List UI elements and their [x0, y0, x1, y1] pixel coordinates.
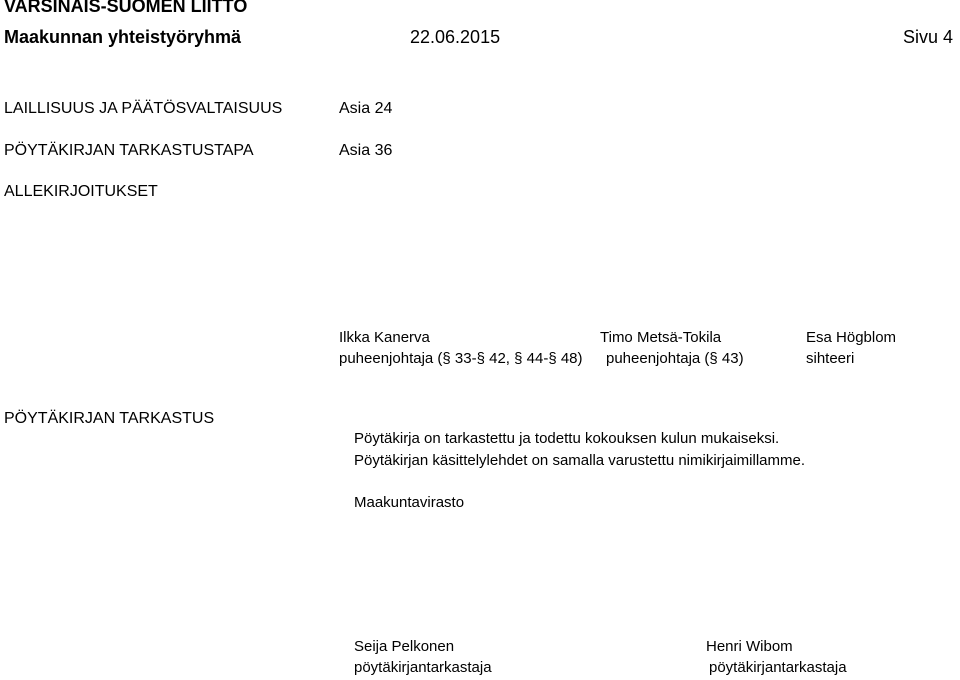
signatory-1-name: Ilkka Kanerva: [339, 329, 430, 346]
body-name: Maakunnan yhteistyöryhmä: [4, 27, 242, 47]
reviewer-1-role: pöytäkirjantarkastaja: [354, 659, 492, 676]
review-line-2: Pöytäkirjan käsittelylehdet on samalla varustettu nimikirjaimillamme.: [354, 452, 806, 469]
reviewer-2-role: pöytäkirjantarkastaja: [709, 659, 847, 676]
review-method-heading: PÖYTÄKIRJAN TARKASTUSTAPA: [4, 142, 254, 159]
legality-item: Asia 24: [339, 100, 393, 117]
meeting-date: 22.06.2015: [410, 27, 501, 47]
reviewer-1-name: Seija Pelkonen: [354, 638, 455, 655]
reviewer-2-name: Henri Wibom: [706, 638, 793, 655]
signatures-heading: ALLEKIRJOITUKSET: [4, 183, 158, 200]
signatory-3-name: Esa Högblom: [806, 329, 897, 346]
review-method-item: Asia 36: [339, 142, 393, 159]
signatory-2-name: Timo Metsä-Tokila: [600, 329, 722, 346]
page-number: Sivu 4: [903, 27, 954, 47]
signatory-2-role: puheenjohtaja (§ 43): [606, 350, 744, 367]
organization-name: VARSINAIS-SUOMEN LIITTO: [4, 0, 248, 16]
signatory-1-role: puheenjohtaja (§ 33-§ 42, § 44-§ 48): [339, 350, 583, 367]
legality-heading: LAILLISUUS JA PÄÄTÖSVALTAISUUS: [4, 100, 283, 117]
signatory-3-role: sihteeri: [806, 350, 855, 367]
office-name: Maakuntavirasto: [354, 494, 465, 511]
review-line-1: Pöytäkirja on tarkastettu ja todettu kokouksen kulun mukaiseksi.: [354, 430, 780, 447]
review-heading: PÖYTÄKIRJAN TARKASTUS: [4, 410, 215, 427]
